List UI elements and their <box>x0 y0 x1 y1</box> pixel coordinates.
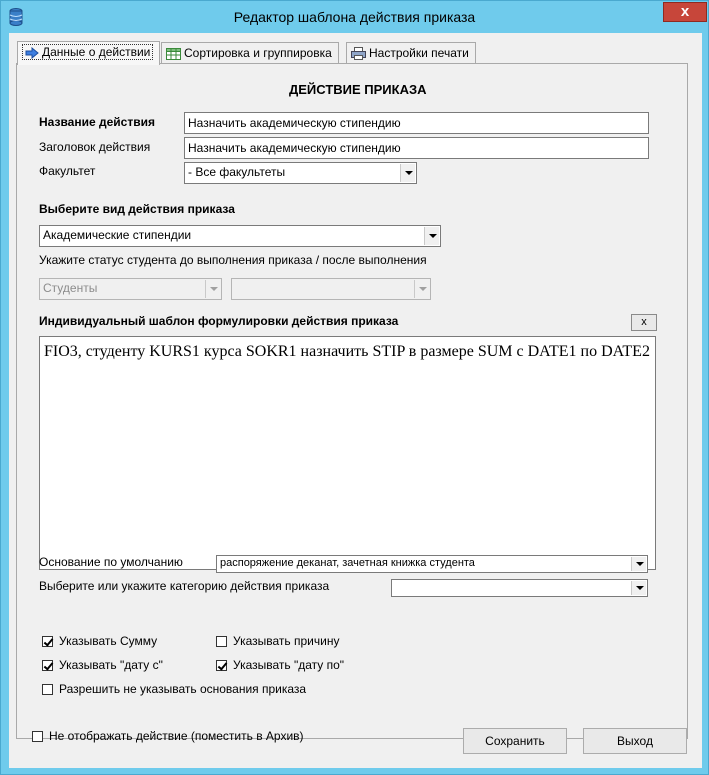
action-title-input[interactable]: Назначить академическую стипендию <box>184 137 649 159</box>
tab-label: Данные о действии <box>42 45 151 59</box>
chevron-down-icon[interactable] <box>631 581 646 595</box>
arrow-right-icon <box>25 47 39 59</box>
checkbox-box[interactable] <box>42 684 53 695</box>
checkbox-label: Указывать "дату по" <box>233 658 345 672</box>
template-textarea[interactable]: FIO3, студенту KURS1 курса SOKR1 назначить STIP в размере SUM с DATE1 по DATE2 <box>39 336 656 570</box>
tab-panel-action-data <box>16 63 688 739</box>
status-before-select[interactable] <box>39 278 222 300</box>
chevron-down-icon[interactable] <box>205 280 220 298</box>
exit-button[interactable]: Выход <box>583 728 687 754</box>
faculty-label: Факультет <box>39 164 96 178</box>
checkbox-box[interactable] <box>32 731 43 742</box>
chevron-down-icon[interactable] <box>424 227 439 245</box>
client-area <box>9 33 702 768</box>
close-button[interactable]: x <box>663 2 707 22</box>
checkbox-box[interactable] <box>42 660 53 671</box>
action-type-select-value: Академические стипендии <box>43 228 192 242</box>
category-label: Выберите или укажите категорию действия приказа <box>39 579 330 593</box>
action-title-label: Заголовок действия <box>39 140 151 154</box>
category-select[interactable] <box>391 579 648 597</box>
action-name-label: Название действия <box>39 115 155 129</box>
checkbox-label: Указывать Сумму <box>59 634 158 648</box>
checkbox-label: Указывать причину <box>233 634 340 648</box>
chevron-down-icon[interactable] <box>400 164 415 182</box>
basis-select[interactable] <box>216 555 648 573</box>
checkbox-box[interactable] <box>216 660 227 671</box>
printer-icon <box>351 47 366 60</box>
tab-label: Сортировка и группировка <box>184 46 332 60</box>
template-label: Индивидуальный шаблон формулировки действия приказа <box>39 314 399 328</box>
table-grid-icon <box>166 48 181 60</box>
checkbox-box[interactable] <box>42 636 53 647</box>
faculty-select[interactable] <box>184 162 417 184</box>
action-type-select[interactable] <box>39 225 441 247</box>
template-clear-button[interactable]: x <box>631 314 657 331</box>
checkbox-box[interactable] <box>216 636 227 647</box>
checkbox-label: Указывать "дату с" <box>59 658 163 672</box>
tab-print-settings[interactable] <box>346 42 476 64</box>
status-after-select[interactable] <box>231 278 431 300</box>
action-name-input[interactable]: Назначить академическую стипендию <box>184 112 649 134</box>
save-button[interactable]: Сохранить <box>463 728 567 754</box>
tab-sorting[interactable] <box>161 42 339 64</box>
tab-label: Настройки печати <box>369 46 469 60</box>
checkbox-label: Разрешить не указывать основания приказа <box>59 682 307 696</box>
basis-select-value: распоряжение деканат, зачетная книжка студента <box>220 557 475 569</box>
checkbox-label: Не отображать действие (поместить в Архив) <box>49 729 304 743</box>
faculty-select-value: - Все факультеты <box>188 165 286 179</box>
action-type-label: Выберите вид действия приказа <box>39 202 235 216</box>
basis-label: Основание по умолчанию <box>39 555 183 569</box>
form-heading: ДЕЙСТВИЕ ПРИКАЗА <box>289 82 427 97</box>
status-label: Укажите статус студента до выполнения приказа / после выполнения <box>39 253 427 267</box>
window-title: Редактор шаблона действия приказа <box>233 9 476 25</box>
title-bar[interactable] <box>1 1 708 33</box>
tab-action-data[interactable] <box>17 41 160 65</box>
chevron-down-icon[interactable] <box>631 557 646 571</box>
status-before-value: Студенты <box>43 281 98 295</box>
chevron-down-icon[interactable] <box>414 280 429 298</box>
